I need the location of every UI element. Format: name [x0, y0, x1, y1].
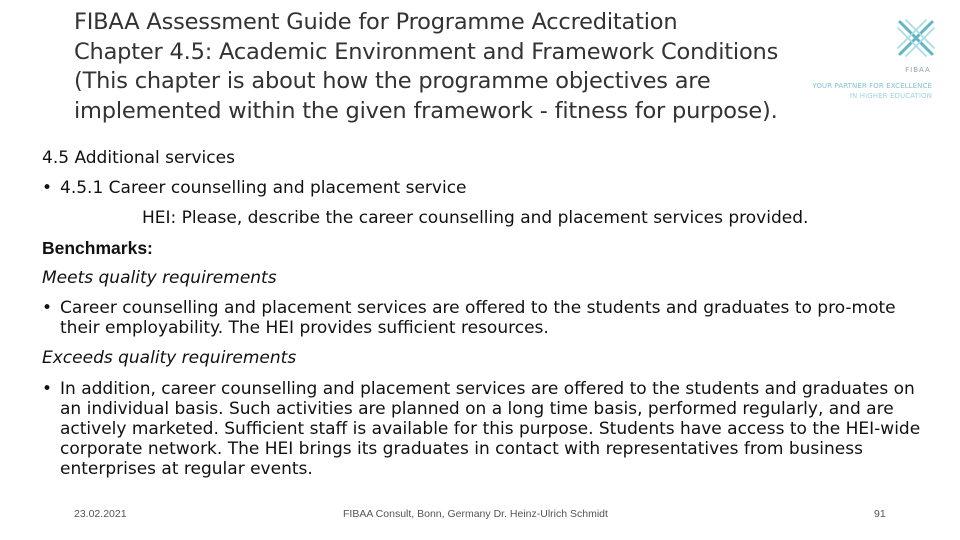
slide-title	[74, 8, 814, 126]
fibaa-logo	[812, 14, 942, 104]
title-line-3: (This chapter is about how the programme objectives are	[74, 68, 711, 94]
logo-tagline-2: IN HIGHER EDUCATION	[849, 92, 932, 100]
exceeds-text: In addition, career counselling and placement services are offered to the students and graduates on an individual basis. Such activities are planned on a long time basis, performed regularly, and are actively marketed. Sufficient staff is available for this purpose. Students have access to the HEI-wide corporate network. The HEI brings its graduates in contact with representatives from business enterprises at regular events.	[60, 379, 921, 479]
section-heading: 4.5 Additional services	[42, 148, 235, 168]
benchmarks-label: Benchmarks:	[42, 238, 153, 258]
exceeds-bullet	[42, 373, 922, 484]
title-line-4: implemented within the given framework - fitness for purpose).	[74, 97, 778, 124]
exceeds-label: Exceeds quality requirements	[42, 348, 297, 368]
logo-tagline-1: YOUR PARTNER FOR EXCELLENCE	[812, 82, 932, 90]
footer-author: FIBAA Consult, Bonn, Germany Dr. Heinz-Ulrich Schmidt	[343, 508, 608, 520]
meets-label: Meets quality requirements	[42, 268, 277, 288]
title-line-2: Chapter 4.5: Academic Environment and Framework Conditions	[74, 38, 779, 65]
page-number: 91	[874, 508, 886, 520]
bullet-icon: •	[42, 178, 53, 198]
title-line-1: FIBAA Assessment Guide for Programme Accreditation	[74, 9, 678, 35]
footer-date: 23.02.2021	[74, 508, 127, 520]
hei-prompt: HEI: Please, describe the career counselling and placement services provided.	[142, 208, 809, 228]
fibaa-cross-icon	[892, 14, 940, 62]
bullet-icon: •	[42, 379, 53, 399]
meets-bullet	[42, 293, 922, 343]
logo-wordmark: FIBAA	[905, 66, 931, 74]
slide-body	[42, 143, 922, 484]
criterion-title: 4.5.1 Career counselling and placement service	[60, 178, 467, 198]
meets-text: Career counselling and placement services are offered to the students and graduates to pro-mote their employability. The HEI provides sufficient resources.	[60, 298, 896, 338]
bullet-icon: •	[42, 298, 53, 318]
criterion-bullet	[42, 173, 922, 203]
